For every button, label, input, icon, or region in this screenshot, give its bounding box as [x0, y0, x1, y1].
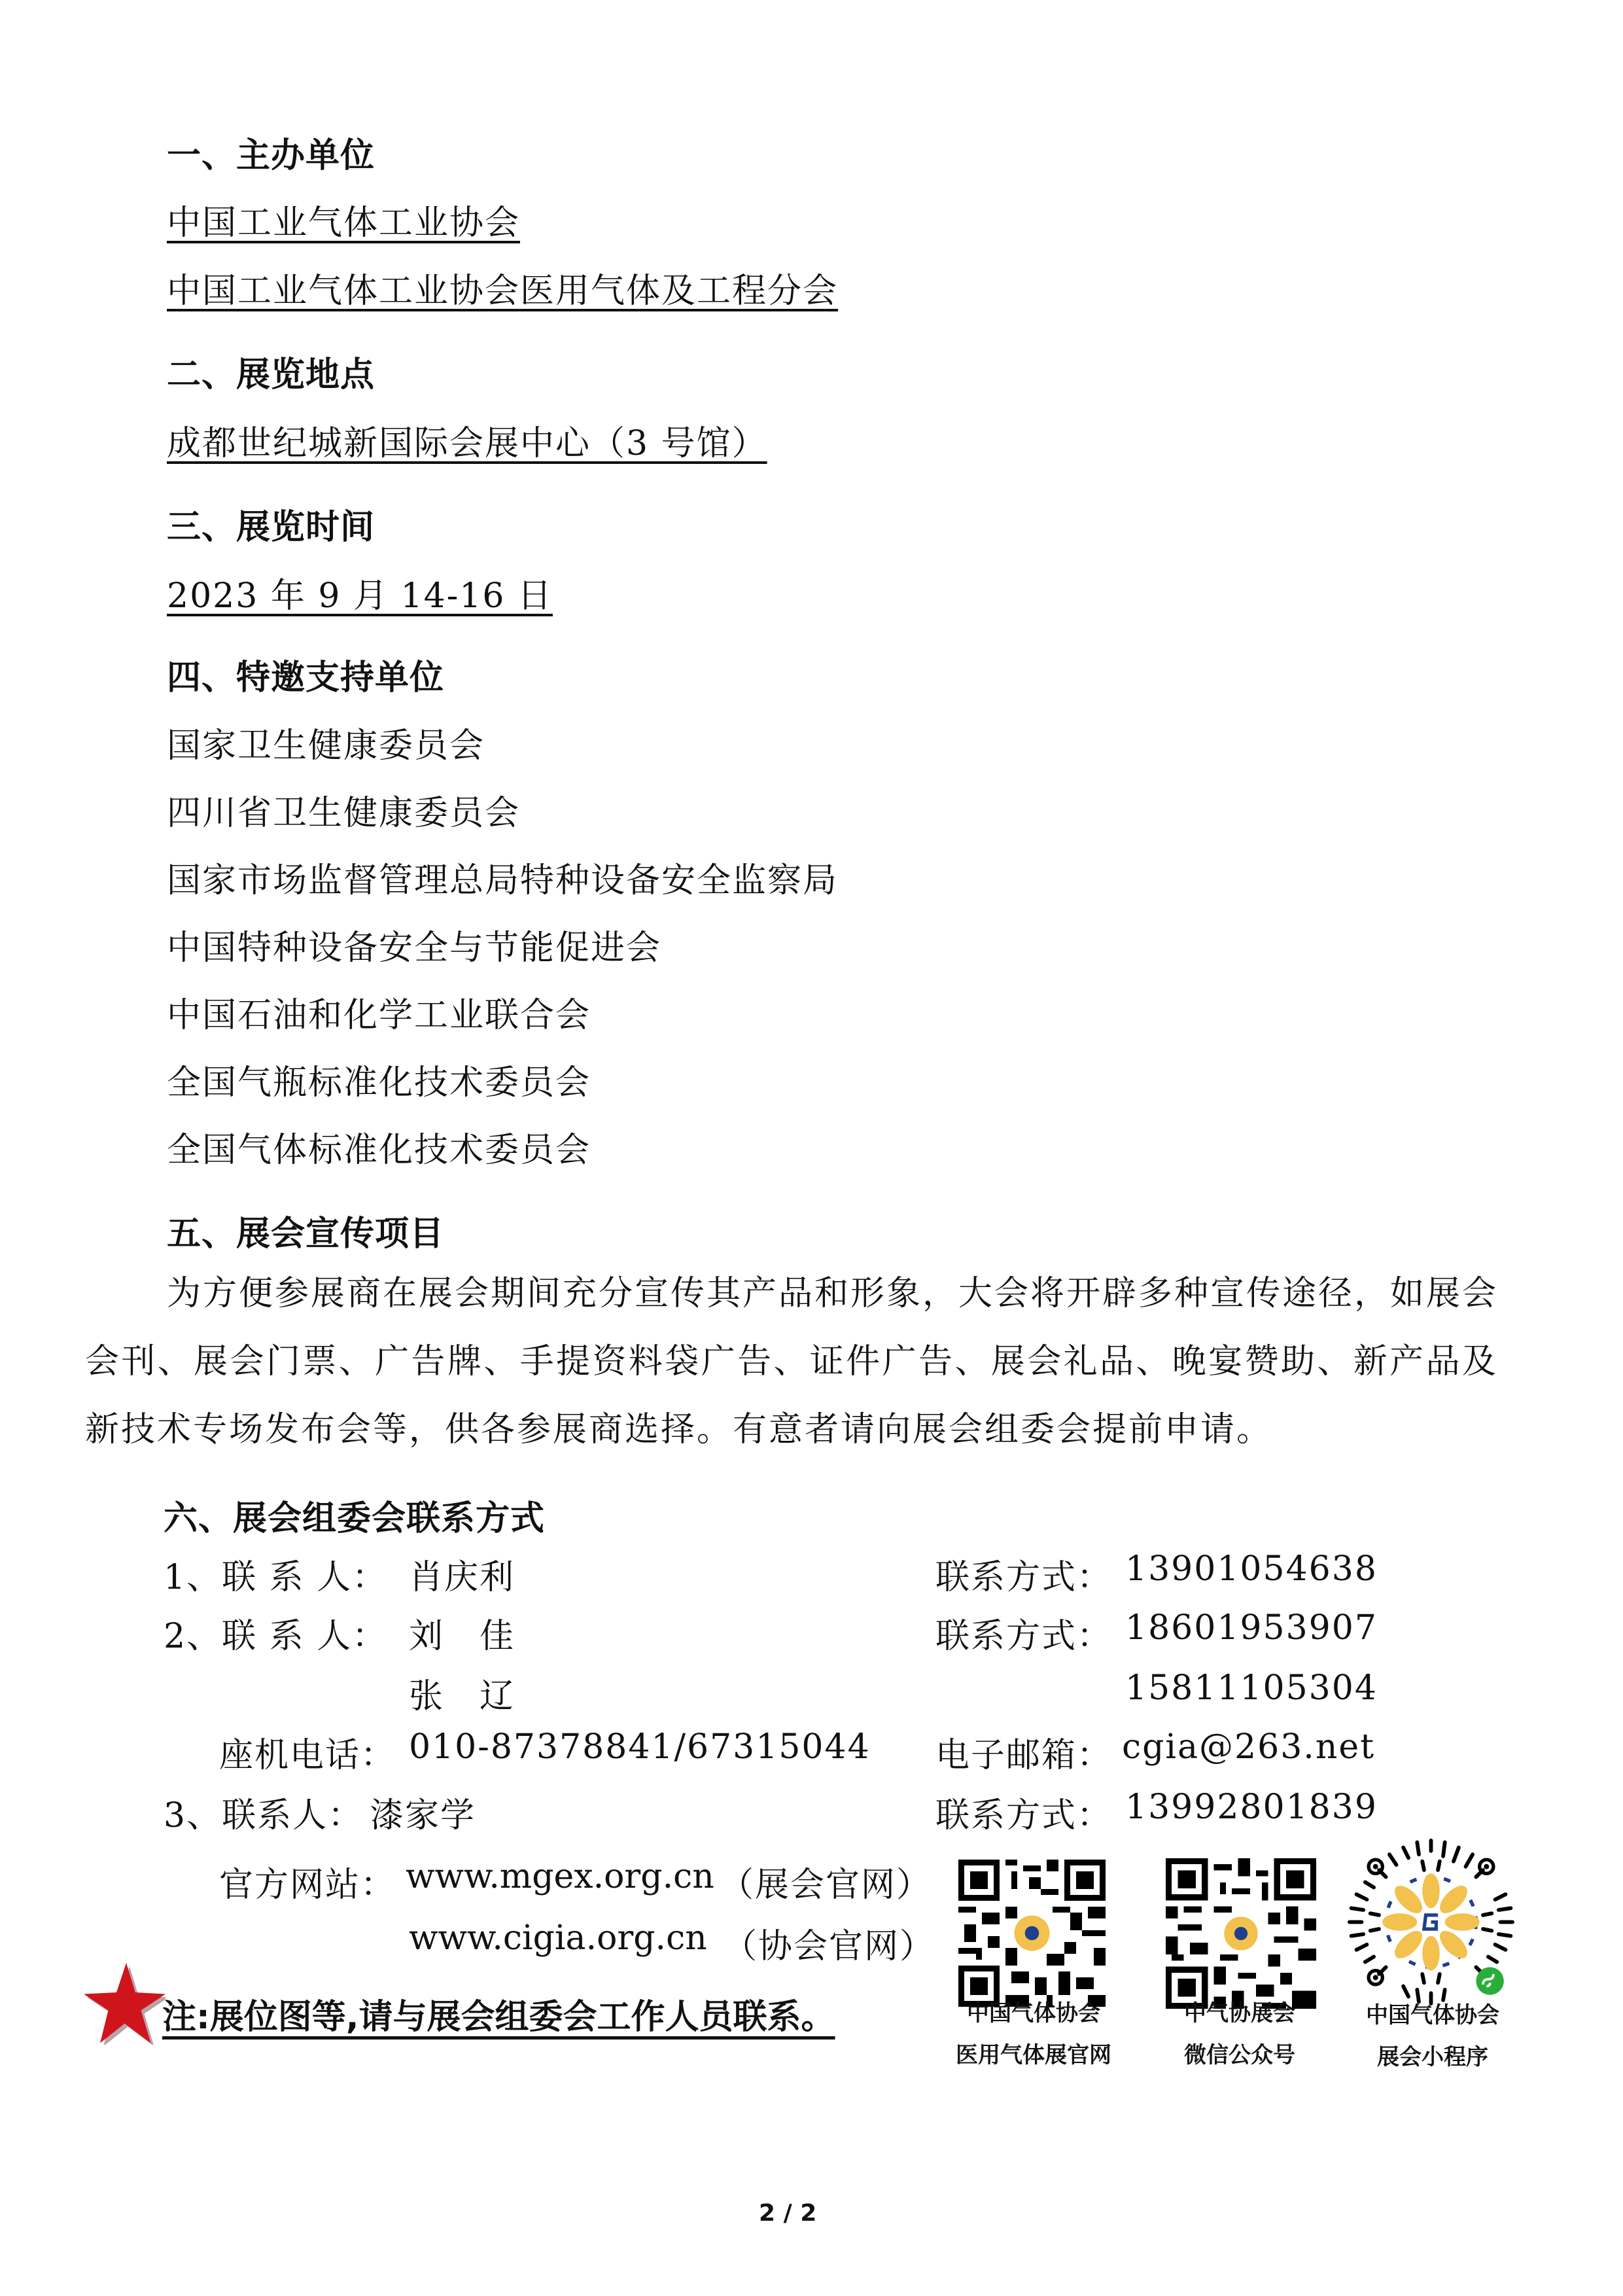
qr2-caption-line1: 中气协展会: [1184, 2000, 1295, 2026]
qr3-caption-line2: 展会小程序: [1377, 2044, 1488, 2070]
website2-link[interactable]: www.cigia.org.cn: [409, 1918, 707, 1958]
contact3-phone-label: 联系方式：: [935, 1796, 1113, 1835]
venue-value: 成都世纪城新国际会展中心（3 号馆）: [167, 424, 767, 463]
website1-note: （展会官网）: [720, 1865, 932, 1905]
organizer-item: 中国工业气体工业协会: [167, 203, 521, 243]
organizer-item: 中国工业气体工业协会医用气体及工程分会: [167, 272, 839, 311]
contact2-name2: 张 辽: [409, 1677, 515, 1716]
landline-label: 座机电话：: [219, 1736, 396, 1775]
qr-code-medical-gas-expo-site[interactable]: [958, 1860, 1106, 2007]
qr1-caption-line1: 中国气体协会: [967, 2000, 1100, 2026]
email-value[interactable]: cgia@263.net: [1122, 1727, 1375, 1767]
website-label: 官方网站：: [219, 1865, 396, 1905]
qr1-caption: [935, 1992, 1132, 2076]
contact1-name: 肖庆利: [409, 1558, 515, 1597]
red-star-icon: [84, 1963, 166, 2045]
qr2-caption-line2: 微信公众号: [1184, 2042, 1295, 2068]
mini-program-code[interactable]: [1344, 1835, 1518, 2009]
time-value: 2023 年 9 月 14-16 日: [167, 576, 553, 616]
contact3-phone: 13992801839: [1125, 1788, 1378, 1827]
contact2-phone1: 18601953907: [1125, 1608, 1378, 1648]
contact2-name1: 刘 佳: [409, 1617, 515, 1656]
website2-note: （协会官网）: [723, 1927, 935, 1966]
qr3-caption: [1335, 1994, 1531, 2078]
supporter-item: 国家卫生健康委员会: [167, 726, 485, 766]
contact1-phone: 13901054638: [1125, 1549, 1378, 1589]
contact2-phone-label: 联系方式：: [935, 1617, 1113, 1656]
heading-organizer: 一、主办单位: [167, 136, 375, 175]
qr-code-wechat-official-account[interactable]: [1166, 1858, 1316, 2009]
contact3-label: 3、联系人：: [164, 1796, 364, 1835]
heading-supporters: 四、特邀支持单位: [167, 658, 445, 698]
supporter-item: 全国气瓶标准化技术委员会: [167, 1063, 591, 1103]
supporter-item: 中国特种设备安全与节能促进会: [167, 928, 662, 968]
heading-venue: 二、展览地点: [167, 355, 375, 395]
qr2-caption: [1142, 1992, 1338, 2076]
qr3-caption-line1: 中国气体协会: [1366, 2002, 1499, 2028]
contact2-phone2: 15811105304: [1125, 1669, 1378, 1708]
contact1-phone-label: 联系方式：: [935, 1558, 1113, 1597]
contact3-name: 漆家学: [370, 1796, 476, 1835]
promotion-paragraph: 为方便参展商在展会期间充分宣传其产品和形象，大会将开辟多种宣传途径，如展会会刊、展会门票、广告牌、手提资料袋广告、证件广告、展会礼品、晚宴赞助、新产品及新技术专场发布会等，供各参展商选择。有意者请向展会组委会提前申请。: [85, 1274, 1499, 1449]
heading-promotion: 五、展会宣传项目: [167, 1214, 445, 1254]
email-label: 电子邮箱：: [935, 1736, 1113, 1775]
heading-contact: 六、展会组委会联系方式: [164, 1499, 546, 1538]
contact1-label: 1、联 系 人：: [164, 1558, 388, 1597]
qr1-caption-line2: 医用气体展官网: [956, 2042, 1111, 2068]
heading-time: 三、展览时间: [167, 508, 375, 547]
landline-value: 010-87378841/67315044: [409, 1727, 871, 1767]
supporter-item: 国家市场监督管理总局特种设备安全监察局: [167, 861, 839, 900]
contact2-label: 2、联 系 人：: [164, 1617, 388, 1656]
supporter-item: 全国气体标准化技术委员会: [167, 1131, 591, 1170]
note-text: 注:展位图等,请与展会组委会工作人员联系。: [162, 1998, 835, 2037]
page-number: 2 / 2: [759, 2200, 817, 2227]
supporter-item: 中国石油和化学工业联合会: [167, 996, 591, 1035]
supporter-item: 四川省卫生健康委员会: [167, 794, 521, 833]
website1-link[interactable]: www.mgex.org.cn: [406, 1857, 714, 1896]
